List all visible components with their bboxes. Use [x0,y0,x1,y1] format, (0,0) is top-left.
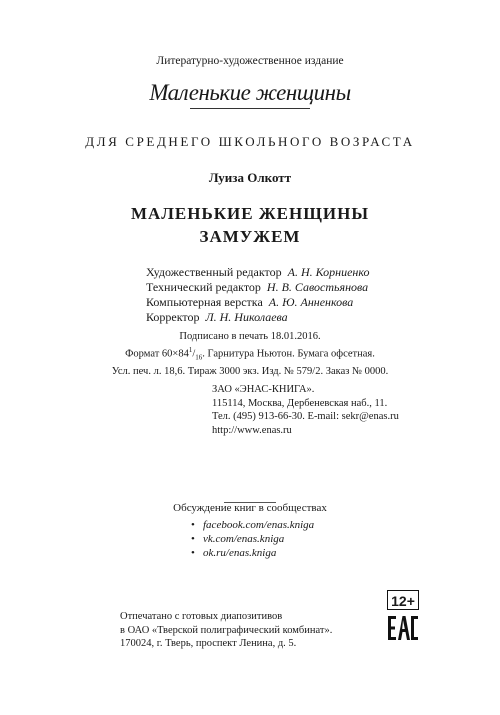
link-vk[interactable]: • vk.com/enas.kniga [191,533,285,545]
book-title-line1: МАЛЕНЬКИЕ ЖЕНЩИНЫ [130,204,370,223]
link-facebook[interactable]: • facebook.com/enas.kniga [191,519,315,531]
logo-underline [190,108,310,109]
print-details [0,330,500,378]
bullet-icon: • [191,547,195,559]
bullet-icon: • [191,519,195,531]
publisher-contacts: Тел. (495) 913-66-30. E-mail: sekr@enas.ru [212,411,399,422]
credit-row [146,280,370,295]
print-format: Формат $60\times 84^1/_{16}$. Гарнитура Ньютон. Бумага офсетная. [125,345,375,362]
publisher-address: 115114, Москва, Дербеневская наб., 11. [212,397,388,409]
publisher-block [212,383,399,437]
eac-mark-icon [387,614,419,642]
credit-role: Технический редактор [146,280,261,294]
credit-role: Компьютерная верстка [146,295,263,309]
publisher-website[interactable]: http://www.enas.ru [212,424,292,436]
discussion-title: Обсуждение книг в сообществах [173,502,327,514]
credit-row [146,265,370,280]
series-logo: Маленькие женщины [149,80,351,105]
credit-person: А. Н. Корниенко [287,265,370,279]
print-signed: Подписано в печать 18.01.2016. [179,331,321,342]
age-rating-badge: 12+ [387,590,419,610]
printer-block [120,610,332,651]
edition-type: Литературно-художественное издание [156,55,344,67]
print-run: Усл. печ. л. 18,6. Тираж 3000 экз. Изд. № 579/2. Заказ № 0000. [111,365,389,377]
credit-person: А. Ю. Анненкова [268,295,354,309]
printer-line: Отпечатано с готовых диапозитивов [120,611,283,622]
link-ok[interactable]: • ok.ru/enas.kniga [191,547,277,559]
publisher-name: ЗАО «ЭНАС-КНИГА». [212,384,315,395]
book-title-line2: ЗАМУЖЕМ [199,227,301,246]
printer-line: 170024, г. Тверь, проспект Ленина, д. 5. [120,638,297,649]
author-name: Луиза Олкотт [208,170,292,185]
credit-role: Художественный редактор [146,265,282,279]
credit-person: Н. В. Савостьянова [266,280,369,294]
credit-row [146,310,370,325]
credits-block [146,265,370,325]
credit-row [146,295,370,310]
credit-role: Корректор [146,310,200,324]
printer-line: в ОАО «Тверской полиграфический комбинат». [120,624,333,636]
age-group: ДЛЯ СРЕДНЕГО ШКОЛЬНОГО ВОЗРАСТА [85,134,415,149]
bullet-icon: • [191,533,195,545]
credit-person: Л. Н. Николаева [205,310,288,324]
community-links [191,518,314,560]
